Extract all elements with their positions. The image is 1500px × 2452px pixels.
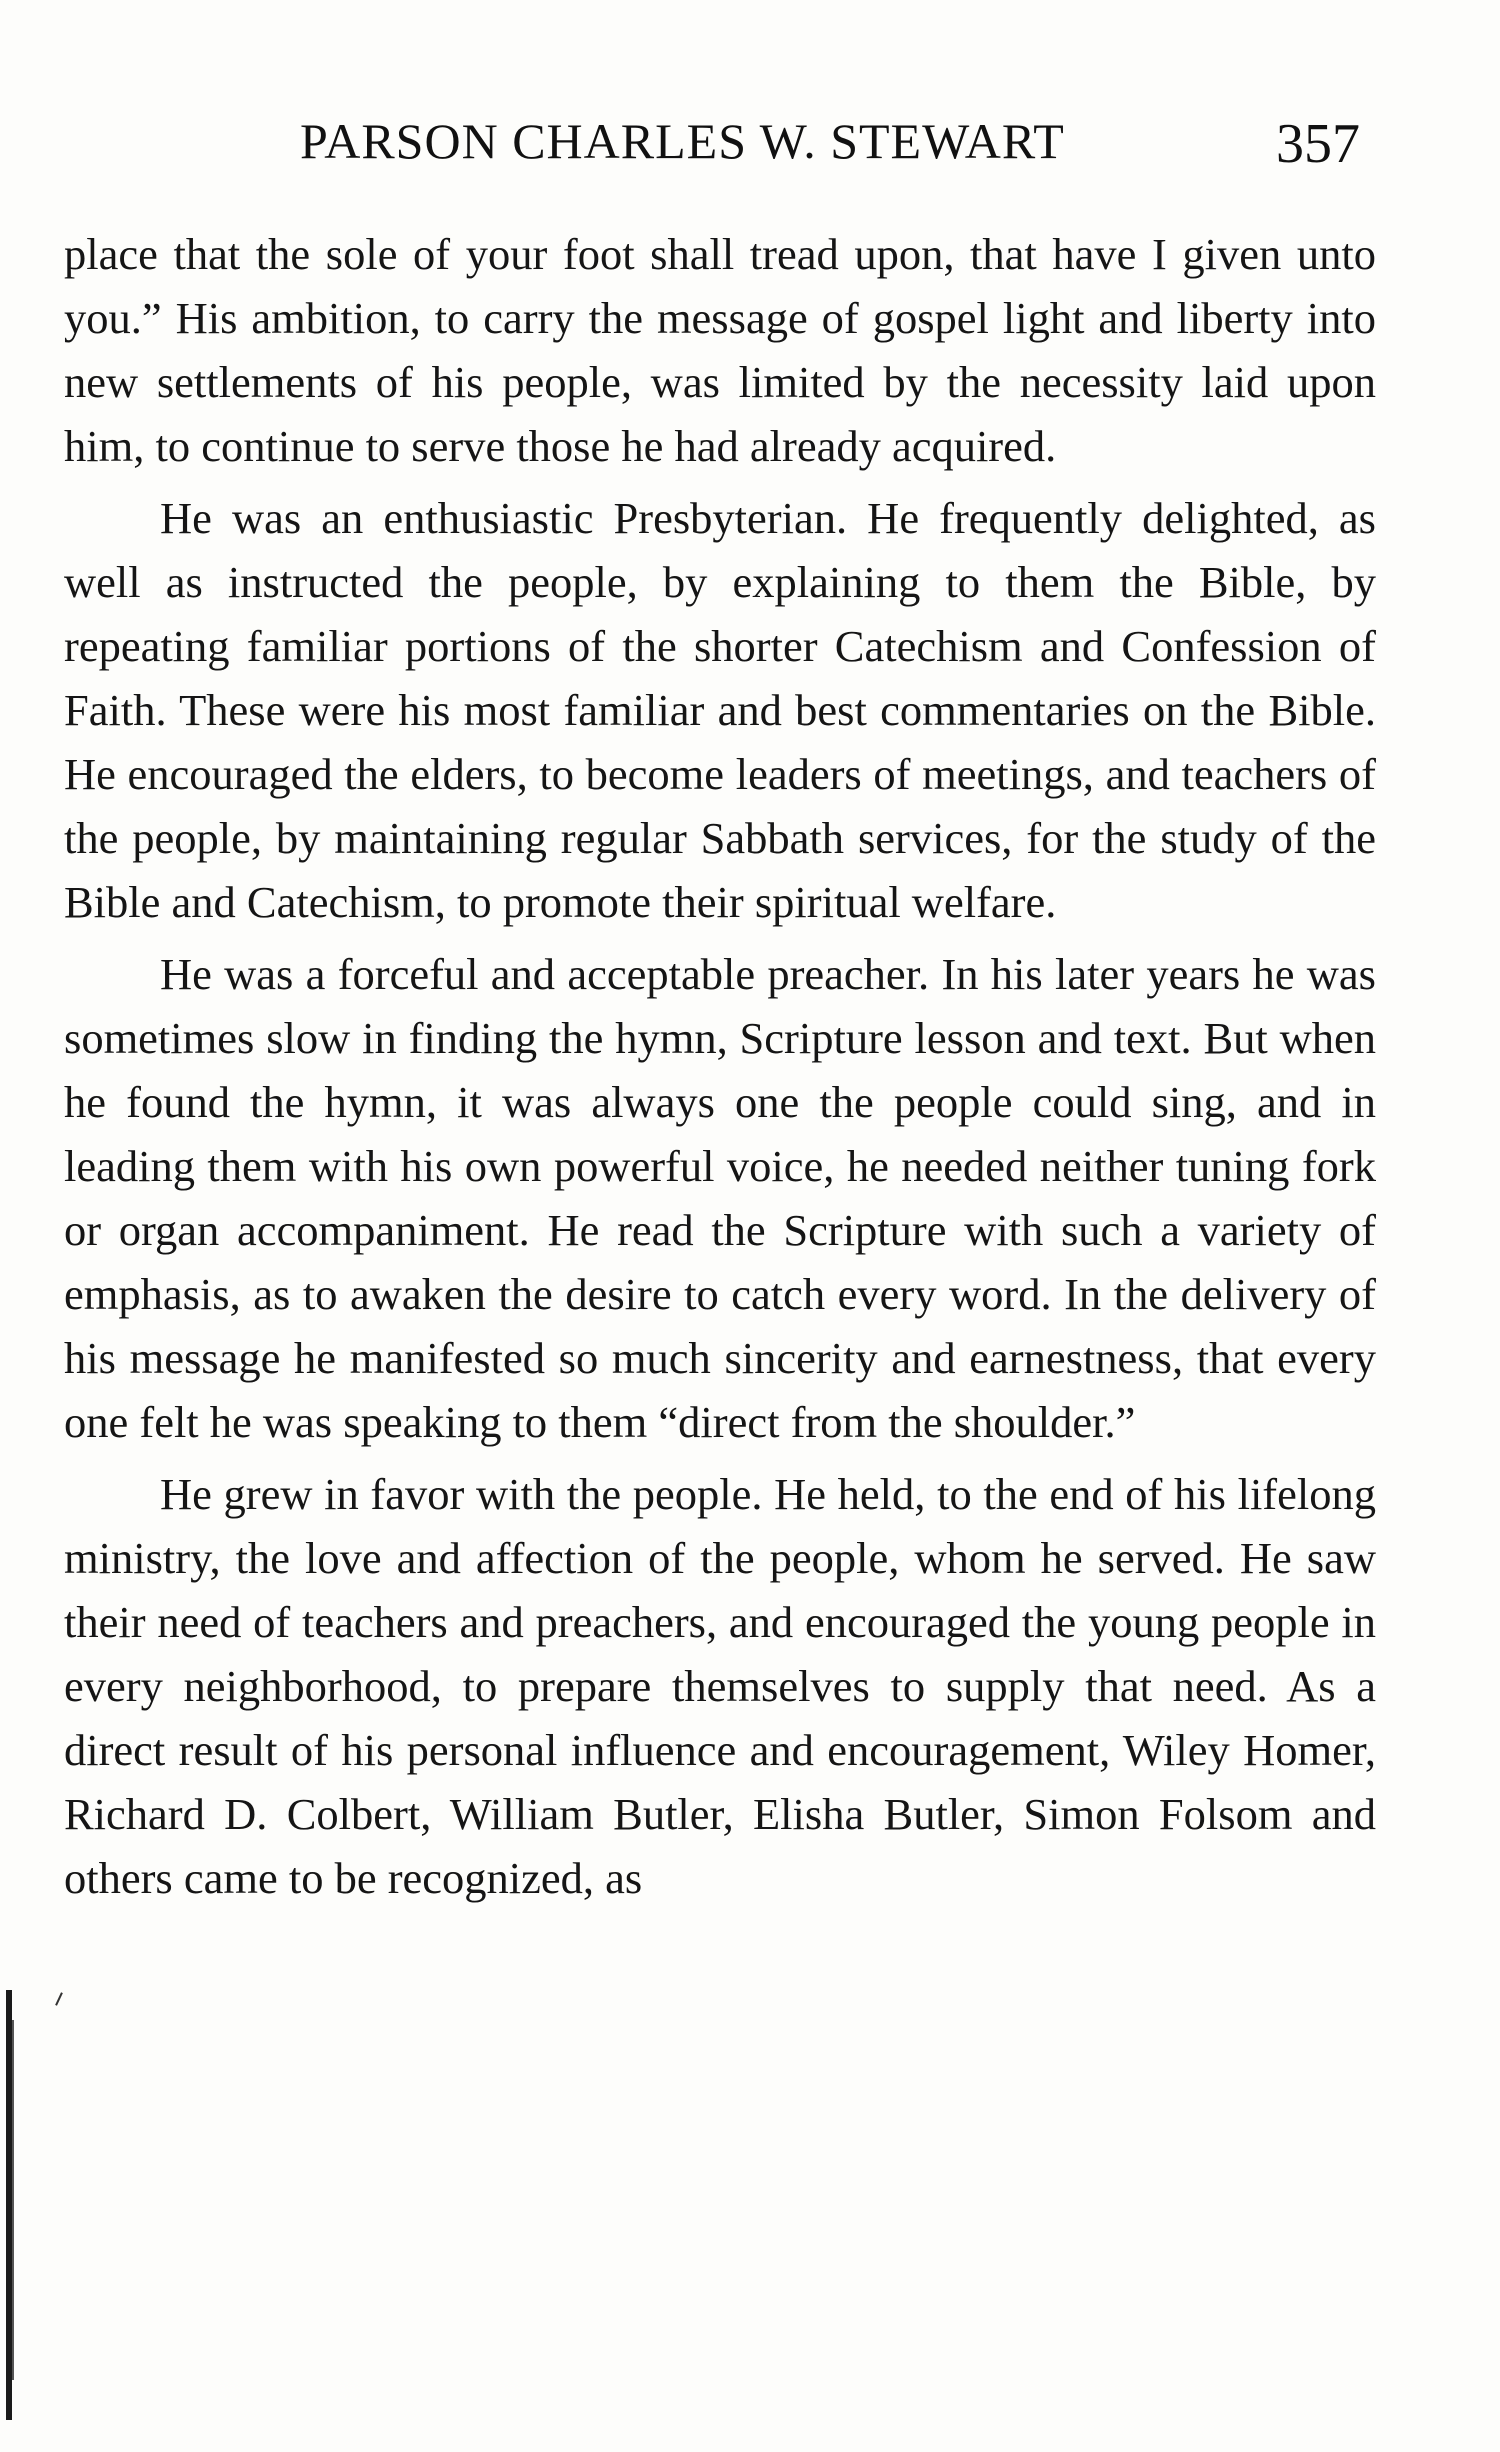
paragraph-preacher: He was a forceful and acceptable preacher. In his later years he was sometimes slow in finding the hymn, Scripture lesson and text. But when he found the hymn, it was always one the people could sing, and in leading them with his own powerful voice, he needed neither tuning fork or organ accompaniment. He read the Scripture with such a variety of emphasis, as to awaken the desire to catch every word. In the delivery of his message he manifested so much sincerity and earnestness, that every one felt he was speaking to them “direct from the shoulder.” — [64, 949, 1376, 1447]
margin-tick-mark — [55, 1992, 63, 2006]
margin-scan-rule-thin — [12, 2020, 14, 2380]
body-text — [64, 222, 1376, 1910]
running-head — [300, 112, 1360, 192]
paragraph-presbyterian: He was an enthusiastic Presbyterian. He frequently delighted, as well as instructed the people, by explaining to them the Bible, by repeating familiar portions of the shorter Catechism and Confession of Faith. These were his most familiar and best commentaries on the Bible. He encouraged the elders, to become leaders of meetings, and teachers of the people, by maintaining regular Sabbath services, for the study of the Bible and Catechism, to promote their spiritual welfare. — [64, 493, 1376, 927]
paragraph-continued: place that the sole of your foot shall tread upon, that have I given unto you.” His ambition, to carry the message of gospel light and liberty into new settlements of his people, was limited by the necessity laid upon him, to continue to serve those he had already acquired. — [64, 229, 1376, 471]
page-number: 357 — [1276, 113, 1360, 175]
chapter-title: PARSON CHARLES W. STEWART — [300, 113, 1065, 169]
paragraph-favor: He grew in favor with the people. He held, to the end of his lifelong ministry, the love and affection of the people, whom he served. He saw their need of teachers and preachers, and encouraged the young people in every neighborhood, to prepare themselves to supply that need. As a direct result of his personal influence and encouragement, Wiley Homer, Richard D. Colbert, William Butler, Elisha Butler, Simon Folsom and others came to be recognized, as — [64, 1469, 1376, 1903]
